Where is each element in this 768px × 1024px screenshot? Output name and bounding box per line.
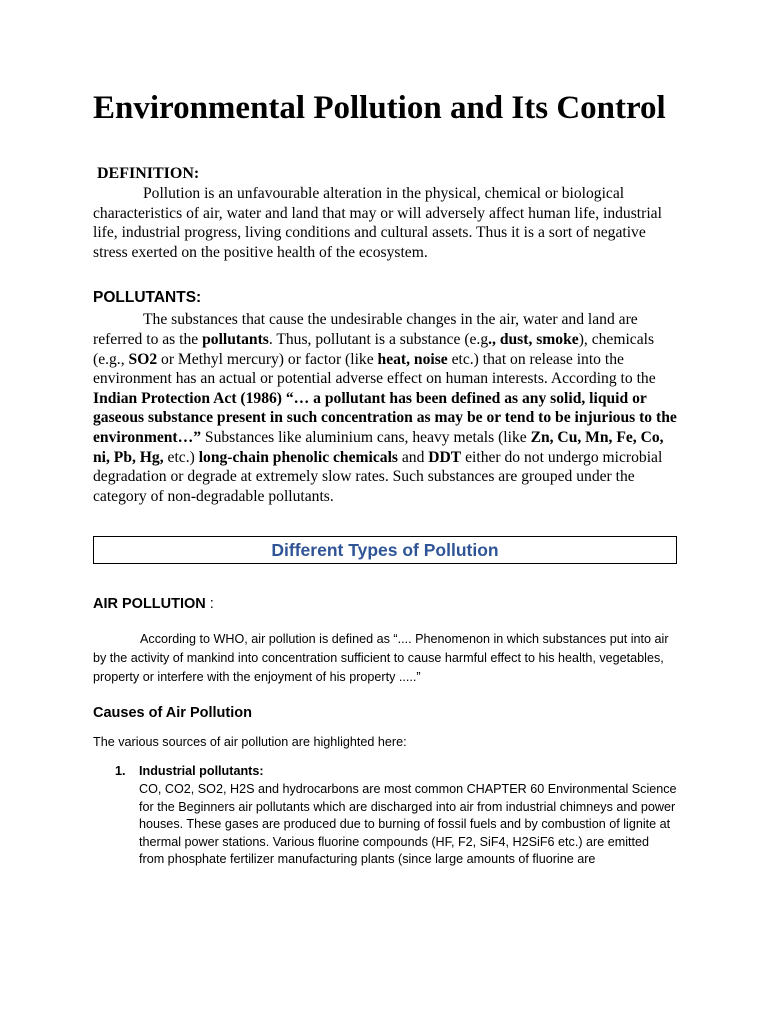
pollutants-bold-text: Zn, Cu, Mn, Fe, Co, ni, Pb, Hg, [93, 428, 664, 466]
pollution-types-banner-label: Different Types of Pollution [271, 539, 499, 560]
pollutants-bold-text: SO2 [128, 350, 158, 368]
pollutants-bold-text: ., dust, smoke [488, 330, 579, 348]
definition-text: Pollution is an unfavourable alteration in the physical, chemical or biological characteristics of air, water and land that may or will adversely affect human life, industrial life, industrial progress, living conditions and cultural assets. Thus it is a sort of negative stress exerted on the positive health of the ecosystem. [93, 185, 662, 261]
pollutants-bold-text: long-chain phenolic chemicals [198, 448, 398, 466]
causes-heading: Causes of Air Pollution [93, 705, 252, 722]
pollutants-text-segment: or Methyl mercury) or factor (like [157, 350, 378, 368]
list-item-text: CO, CO2, SO2, H2S and hydrocarbons are most common CHAPTER 60 Environmental Science for the Beginners air pollutants which are discharged into air from industrial chimneys and power houses. These gases are produced due to burning of fossil fuels and by combustion of lignite at thermal power stations. Various fluorine compounds (HF, F2, SiF4, H2SiF6 etc.) are emitted from phosphate fertilizer manufacturing plants (since large amounts of fluorine are [139, 781, 677, 867]
pollutants-text-segment: The substances that cause the undesirable changes in the air, water and land are referred to as the [93, 311, 638, 348]
pollutants-text-segment: etc.) that on release into the environment has an actual or potential adverse effect on human interests. According to the [93, 350, 656, 388]
pollutants-heading: POLLUTANTS: [93, 289, 202, 307]
pollution-types-banner [93, 536, 677, 564]
pollutants-text-segment: ), chemicals (e.g., [93, 330, 655, 368]
air-pollution-definition: According to WHO, air pollution is defined as “.... Phenomenon in which substances put into air by the activity of mankind into concentration sufficient to cause harmful effect to his health, vegetables, property or interfere with the enjoyment of his property .....” [93, 632, 669, 685]
sources-intro: The various sources of air pollution are highlighted here: [93, 735, 407, 750]
definition-heading: DEFINITION: [97, 165, 200, 182]
document-page [93, 88, 677, 869]
pollutants-bold-text: heat, noise [377, 350, 448, 368]
pollutants-bold-text: pollutants [202, 330, 269, 348]
list-item [93, 763, 677, 869]
air-pollution-heading-suffix: : [205, 596, 214, 613]
list-item-number: 1. [115, 764, 126, 779]
pollutants-bold-text: DDT [428, 448, 462, 466]
pollutants-bold-text: Indian Protection Act (1986) “… a pollutant has been defined as any solid, liquid or gaseous substance present in such concentration as may be or tend to be injurious to the environment…” [93, 389, 677, 446]
pollutants-text-segment: . Thus, pollutant is a substance (e.g [268, 330, 489, 348]
pollutants-text-segment: and [397, 448, 429, 466]
pollutants-text-segment: Substances like aluminium cans, heavy metals (like [201, 428, 531, 446]
pollutants-text [93, 310, 677, 506]
pollutants-text-segment: either do not undergo microbial degradation or degrade at extremely slow rates. Such substances are grouped under the category of non-degradable pollutants. [93, 448, 663, 505]
pollutants-text-segment: etc.) [163, 448, 199, 466]
document-title: Environmental Pollution and Its Control [93, 90, 666, 126]
list-item-title: Industrial pollutants: [139, 764, 264, 779]
air-pollution-heading-text: AIR POLLUTION [93, 596, 206, 613]
air-pollution-heading [93, 594, 677, 614]
